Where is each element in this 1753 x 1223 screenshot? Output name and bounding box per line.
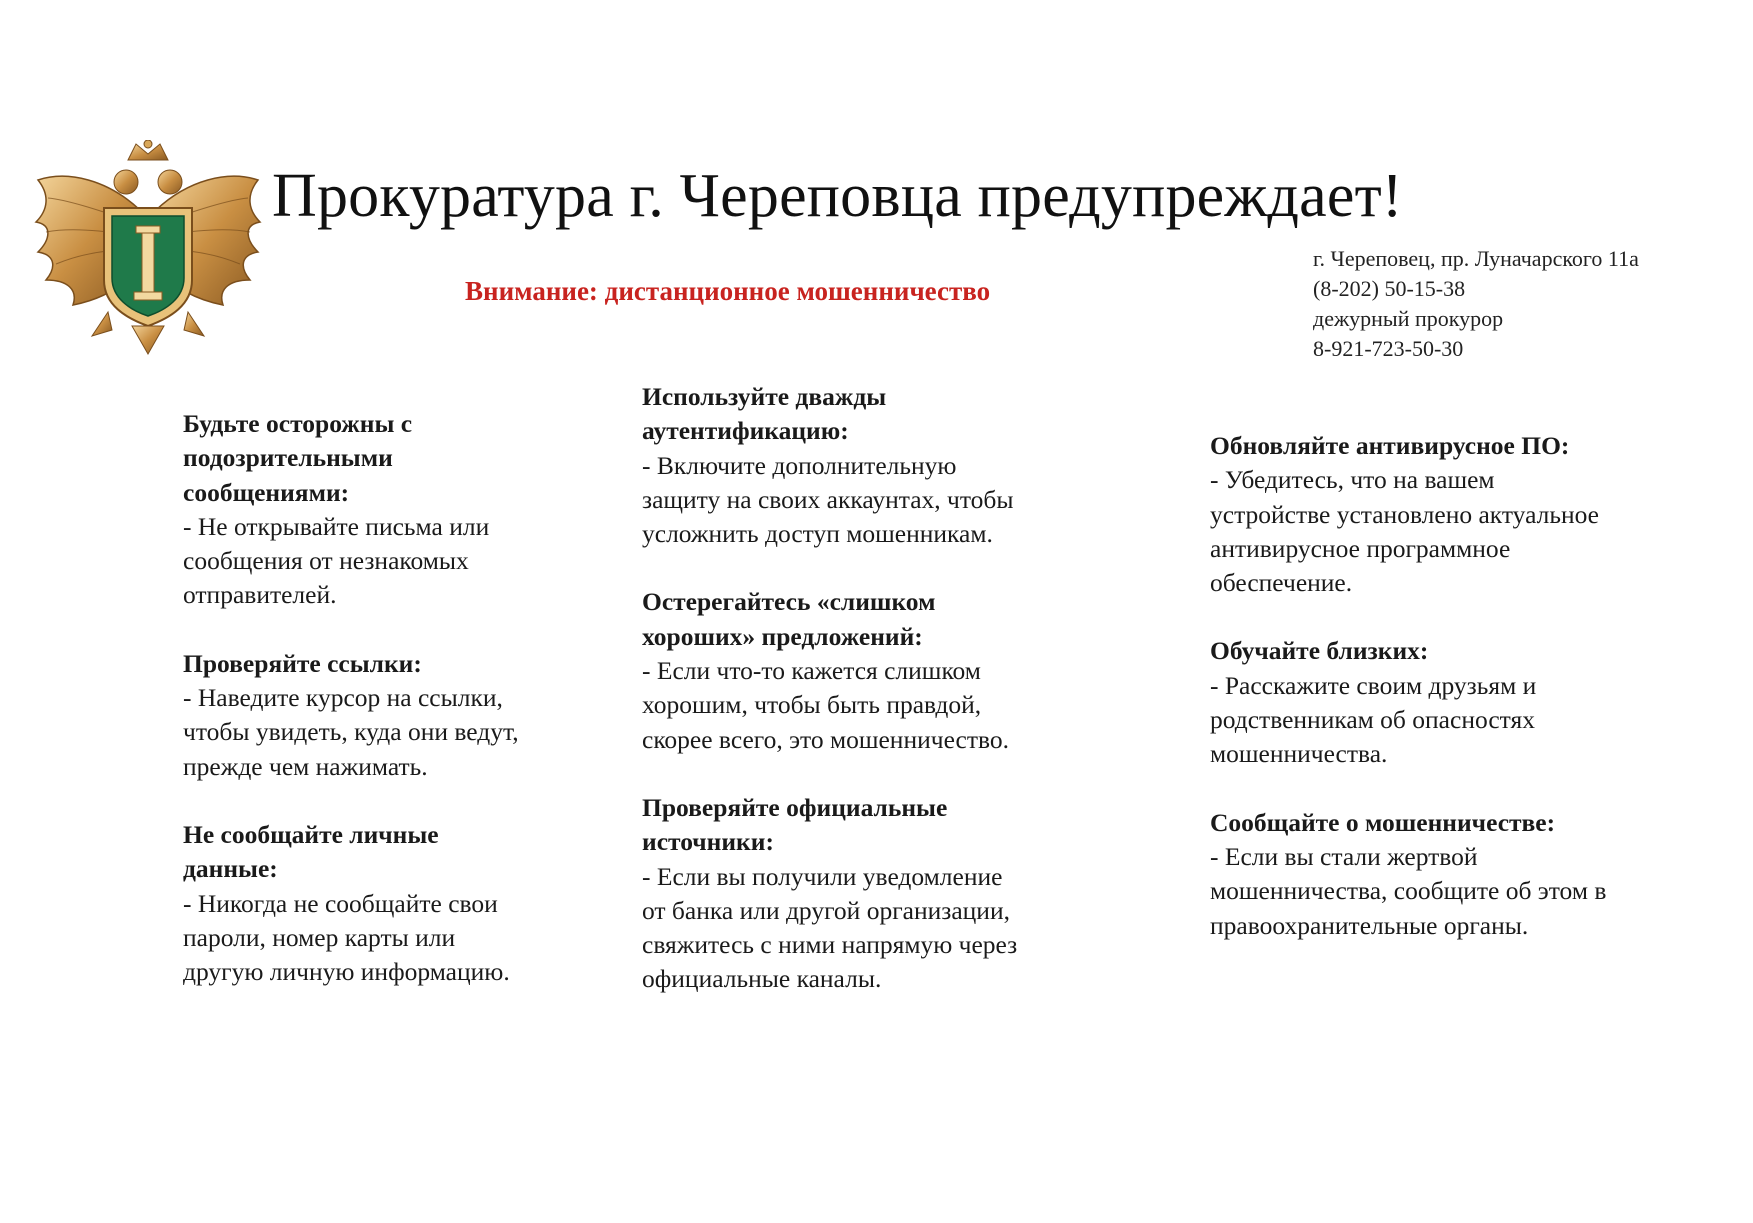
advice-heading: Будьте осторожны с подозрительными сообщениями: [183,409,413,507]
advice-block [1210,429,1690,600]
advice-heading: Не сообщайте личные данные: [183,819,439,884]
advice-text: - Убедитесь, что на вашем устройстве установлено актуальное антивирусное программное обеспечение. [1210,465,1599,598]
advice-heading: Проверяйте официальные источники: [642,792,948,857]
advice-block [642,585,1082,756]
contact-phone: (8-202) 50-15-38 [1313,276,1466,301]
prosecutor-emblem-icon [28,140,268,362]
advice-column-2 [642,380,1082,1031]
advice-heading: Используйте дважды аутентификацию: [642,382,887,446]
advice-heading: Проверяйте ссылки: [183,648,422,678]
advice-text: - Наведите курсор на ссылки, чтобы увидеть, куда они ведут, прежде чем нажимать. [183,683,519,781]
advice-block [183,818,613,989]
advice-block [1210,806,1690,943]
advice-block [183,407,613,613]
advice-block [642,380,1082,551]
advice-text: - Никогда не сообщайте свои пароли, номер карты или другую личную информацию. [183,888,510,987]
contact-info [1313,244,1639,364]
advice-text: - Если вы получили уведомление от банка или другой организации, свяжитесь с ними напрямую через официальные каналы. [642,861,1018,994]
page-subtitle: Внимание: дистанционное мошенничество [465,276,991,306]
contact-address: г. Череповец, пр. Луначарского 11а [1313,246,1639,271]
advice-block [642,791,1082,997]
advice-heading: Сообщайте о мошенничестве: [1210,807,1556,837]
advice-text: - Расскажите своим друзьям и родственникам об опасностях мошенничества. [1210,670,1537,769]
advice-text: - Если вы стали жертвой мошенничества, сообщите об этом в правоохранительные органы. [1210,841,1607,940]
advice-column-3 [1210,429,1690,977]
advice-column-1 [183,407,613,1023]
advice-text: - Не открывайте письма или сообщения от незнакомых отправителей. [183,511,490,610]
advice-text: - Включите дополнительную защиту на своих аккаунтах, чтобы усложнить доступ мошенникам. [642,450,1014,549]
advice-block [183,647,613,784]
advice-text: - Если что-то кажется слишком хорошим, чтобы быть правдой, скорее всего, это мошенничество. [642,656,1009,754]
duty-prosecutor-label: дежурный прокурор [1313,306,1504,331]
page-title: Прокуратура г. Череповца предупреждает! [272,162,1403,230]
advice-heading: Остерегайтесь «слишком хороших» предложений: [642,587,936,651]
advice-heading: Обучайте близких: [1210,636,1429,666]
advice-block [1210,634,1690,771]
duty-prosecutor-phone: 8-921-723-50-30 [1313,336,1464,361]
advice-heading: Обновляйте антивирусное ПО: [1210,431,1570,460]
